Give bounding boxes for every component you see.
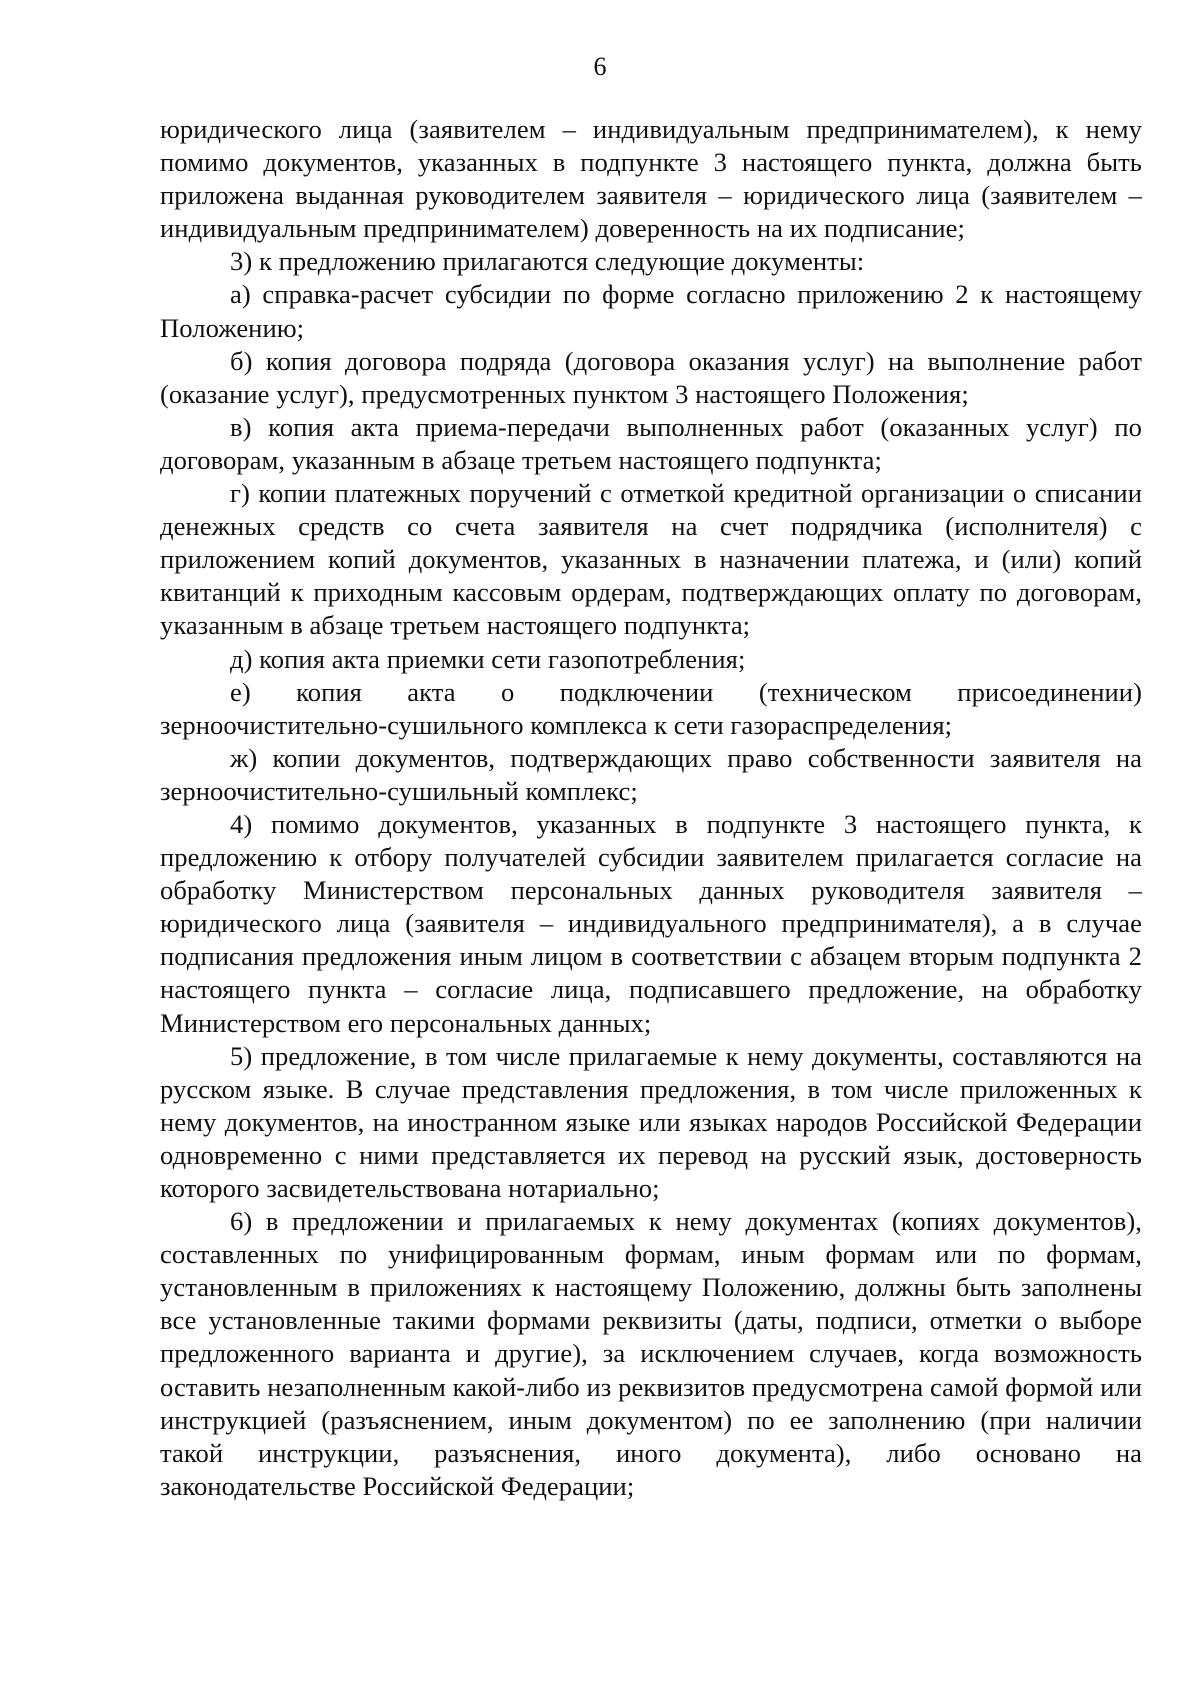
paragraph-item-3g: г) копии платежных поручений с отметкой кредитной организации о списании денежных средств со счета заявителя на счет подрядчика (исполнителя) с приложением копий документов, указанных в назначении платежа, и (или) копий квитанций к приходным кассовым ордерам, подтверждающих оплату по договорам, указанным в абзаце третьем настоящего подпункта; <box>160 478 1142 641</box>
paragraph-item-3v: в) копия акта приема-передачи выполненных работ (оказанных услуг) по договорам, указанным в абзаце третьем настоящего подпункта; <box>160 411 1142 475</box>
paragraph-item-4: 4) помимо документов, указанных в подпункте 3 настоящего пункта, к предложению к отбору получателей субсидии заявителем прилагается согласие на обработку Министерством персональных данных руководителя заявителя – юридического лица (заявителя – индивидуального предпринимателя), а в случае подписания предложения иным лицом в соответствии с абзацем вторым подпункта 2 настоящего пункта – согласие лица, подписавшего предложение, на обработку Министерством его персональных данных; <box>160 808 1142 1038</box>
paragraph-item-3zh: ж) копии документов, подтверждающих право собственности заявителя на зерноочистительно-сушильный комплекс; <box>160 742 1142 806</box>
paragraph-item-3: 3) к предложению прилагаются следующие документы: <box>230 246 865 277</box>
paragraph-continuation: юридического лица (заявителем – индивидуальным предпринимателем), к нему помимо документов, указанных в подпункте 3 настоящего пункта, должна быть приложена выданная руководителем заявителя – юридического лица (заявителем – индивидуальным предпринимателем) доверенность на их подписание; <box>160 114 1142 244</box>
paragraph-item-3d: д) копия акта приемки сети газопотребления; <box>230 643 746 674</box>
paragraph-item-5: 5) предложение, в том числе прилагаемые к нему документы, составляются на русском языке. В случае представления предложения, в том числе приложенных к нему документов, на иностранном языке или языках народов Российской Федерации одновременно с ними представляется их перевод на русский язык, достоверность которого засвидетельствована нотариально; <box>160 1040 1142 1203</box>
paragraph-item-3e: е) копия акта о подключении (техническом присоединении) зерноочистительно-сушильного комплекса к сети газораспределения; <box>160 676 1142 740</box>
paragraph-item-6: 6) в предложении и прилагаемых к нему документах (копиях документов), составленных по унифицированным формам, иным формам или по формам, установленным в приложениях к настоящему Положению, должны быть заполнены все установленные такими формами реквизиты (даты, подписи, отметки о выборе предложенного варианта и другие), за исключением случаев, когда возможность оставить незаполненным какой-либо из реквизитов предусмотрена самой формой или инструкцией (разъяснением, иным документом) по ее заполнению (при наличии такой инструкции, разъяснения, иного документа), либо основано на законодательстве Российской Федерации; <box>160 1206 1142 1501</box>
page-number: 6 <box>593 52 607 81</box>
paragraph-item-3a: а) справка-расчет субсидии по форме согласно приложению 2 к настоящему Положению; <box>160 279 1142 343</box>
paragraph-item-3b: б) копия договора подряда (договора оказания услуг) на выполнение работ (оказание услуг), предусмотренных пунктом 3 настоящего Положения; <box>160 345 1142 409</box>
document-body <box>160 113 1142 1503</box>
